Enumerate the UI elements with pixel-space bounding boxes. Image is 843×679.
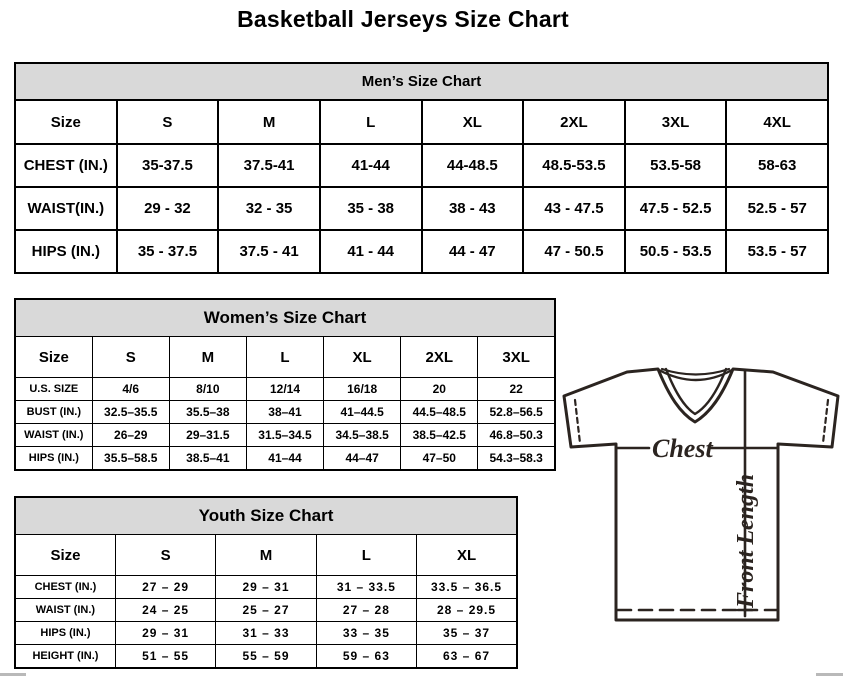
youth-table-row [15,599,517,622]
women-row-label: U.S. SIZE [15,378,92,401]
youth-cell: 51 – 55 [115,645,215,669]
women-table-row [15,378,555,401]
men-col-header-m: M [218,100,320,144]
youth-row-label: CHEST (IN.) [15,576,115,599]
youth-table-row [15,622,517,645]
youth-cell: 27 – 28 [316,599,416,622]
women-col-header-xl: XL [324,337,401,378]
youth-col-header-m: M [216,535,316,576]
youth-cell: 27 – 29 [115,576,215,599]
women-cell: 22 [478,378,555,401]
men-cell: 48.5-53.5 [523,144,625,187]
women-col-header-s: S [92,337,169,378]
youth-col-header-s: S [115,535,215,576]
right-cuff-dashed-line [823,400,828,443]
women-row-label: WAIST (IN.) [15,424,92,447]
women-cell: 41–44.5 [324,401,401,424]
youth-chart-title: Youth Size Chart [15,497,517,535]
men-cell: 29 - 32 [117,187,219,230]
women-cell: 41–44 [246,447,323,471]
youth-cell: 31 – 33 [216,622,316,645]
men-table-row [15,187,828,230]
men-row-label: CHEST (IN.) [15,144,117,187]
women-col-header-m: M [169,337,246,378]
youth-row-label: HEIGHT (IN.) [15,645,115,669]
women-cell: 16/18 [324,378,401,401]
men-col-header-l: L [320,100,422,144]
youth-cell: 59 – 63 [316,645,416,669]
women-cell: 44.5–48.5 [401,401,478,424]
horizontal-scrollbar-fragment-right[interactable] [816,673,843,676]
youth-col-header-xl: XL [417,535,517,576]
women-cell: 54.3–58.3 [478,447,555,471]
women-cell: 8/10 [169,378,246,401]
men-cell: 53.5 - 57 [726,230,828,273]
men-cell: 35 - 37.5 [117,230,219,273]
youth-cell: 33 – 35 [316,622,416,645]
women-cell: 38–41 [246,401,323,424]
left-cuff-dashed-line [575,400,580,443]
women-cell: 31.5–34.5 [246,424,323,447]
youth-cell: 55 – 59 [216,645,316,669]
youth-cell: 63 – 67 [417,645,517,669]
men-cell: 44-48.5 [422,144,524,187]
women-cell: 46.8–50.3 [478,424,555,447]
men-cell: 41-44 [320,144,422,187]
men-cell: 50.5 - 53.5 [625,230,727,273]
women-cell: 52.8–56.5 [478,401,555,424]
women-table-row [15,447,555,471]
women-cell: 44–47 [324,447,401,471]
youth-cell: 28 – 29.5 [417,599,517,622]
men-cell: 43 - 47.5 [523,187,625,230]
women-col-header-3xl: 3XL [478,337,555,378]
women-cell: 35.5–38 [169,401,246,424]
women-size-header: Size [15,337,92,378]
women-row-label: BUST (IN.) [15,401,92,424]
men-cell: 37.5-41 [218,144,320,187]
youth-cell: 35 – 37 [417,622,517,645]
women-cell: 29–31.5 [169,424,246,447]
men-row-label: WAIST(IN.) [15,187,117,230]
men-cell: 35-37.5 [117,144,219,187]
men-col-header-2xl: 2XL [523,100,625,144]
chest-label: Chest [652,434,713,463]
men-cell: 53.5-58 [625,144,727,187]
men-cell: 32 - 35 [218,187,320,230]
men-row-label: HIPS (IN.) [15,230,117,273]
men-table-row [15,144,828,187]
youth-cell: 29 – 31 [216,576,316,599]
collar-back-arc-inner [662,369,729,375]
youth-cell: 31 – 33.5 [316,576,416,599]
women-cell: 34.5–38.5 [324,424,401,447]
jersey-measurement-diagram [560,366,843,638]
men-col-header-xl: XL [422,100,524,144]
women-cell: 12/14 [246,378,323,401]
youth-cell: 29 – 31 [115,622,215,645]
youth-cell: 25 – 27 [216,599,316,622]
youth-table-row [15,576,517,599]
men-cell: 41 - 44 [320,230,422,273]
men-col-header-3xl: 3XL [625,100,727,144]
jersey-outline [564,369,838,620]
men-size-header: Size [15,100,117,144]
men-cell: 37.5 - 41 [218,230,320,273]
men-chart-title: Men’s Size Chart [15,63,828,100]
womens-size-table [14,298,556,471]
youth-size-header: Size [15,535,115,576]
women-cell: 35.5–58.5 [92,447,169,471]
youth-cell: 24 – 25 [115,599,215,622]
women-cell: 47–50 [401,447,478,471]
youth-table-row [15,645,517,669]
youth-row-label: HIPS (IN.) [15,622,115,645]
women-col-header-l: L [246,337,323,378]
men-col-header-s: S [117,100,219,144]
men-cell: 35 - 38 [320,187,422,230]
page-title: Basketball Jerseys Size Chart [237,6,569,32]
men-col-header-4xl: 4XL [726,100,828,144]
women-cell: 26–29 [92,424,169,447]
women-cell: 20 [401,378,478,401]
youth-cell: 33.5 – 36.5 [417,576,517,599]
women-cell: 32.5–35.5 [92,401,169,424]
youth-row-label: WAIST (IN.) [15,599,115,622]
front-length-label: Front Length [733,473,759,608]
mens-size-table [14,62,829,274]
men-cell: 44 - 47 [422,230,524,273]
men-cell: 52.5 - 57 [726,187,828,230]
women-col-header-2xl: 2XL [401,337,478,378]
horizontal-scrollbar-fragment-left[interactable] [0,673,26,676]
women-cell: 38.5–42.5 [401,424,478,447]
youth-col-header-l: L [316,535,416,576]
men-cell: 58-63 [726,144,828,187]
men-cell: 47 - 50.5 [523,230,625,273]
women-cell: 38.5–41 [169,447,246,471]
women-cell: 4/6 [92,378,169,401]
women-table-row [15,424,555,447]
women-table-row [15,401,555,424]
youth-size-table [14,496,518,669]
women-chart-title: Women’s Size Chart [15,299,555,337]
women-row-label: HIPS (IN.) [15,447,92,471]
men-cell: 38 - 43 [422,187,524,230]
men-cell: 47.5 - 52.5 [625,187,727,230]
men-table-row [15,230,828,273]
